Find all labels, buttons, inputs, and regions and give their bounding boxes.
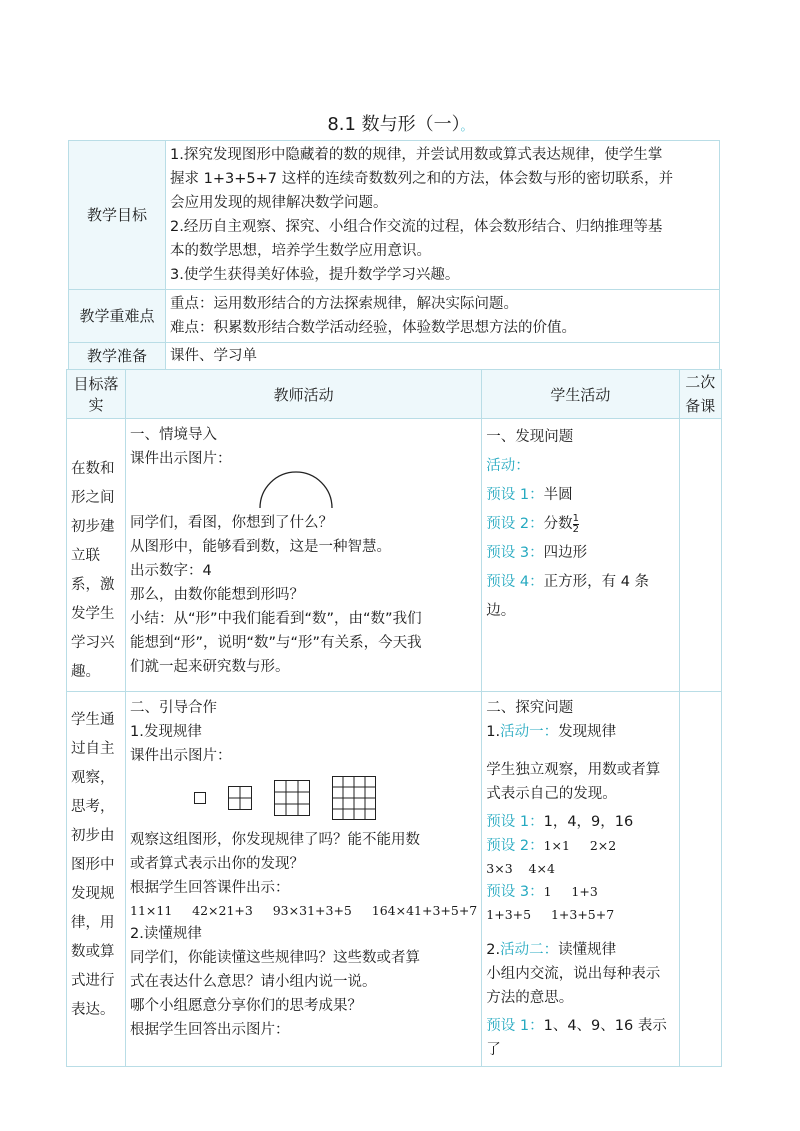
header-goal: 目标落实 [67, 370, 126, 419]
grid-3x3-icon [274, 780, 310, 816]
row2-goal [67, 692, 126, 1067]
goal-line: 思考， [71, 799, 115, 815]
row2-secondary-prep [679, 692, 721, 1067]
activity-table [66, 369, 722, 1067]
teacher-line: 式在表达什么意思？请小组内说一说。 [130, 974, 377, 990]
prep-row [69, 343, 720, 370]
activity-header-row [67, 370, 722, 419]
prep-label: 教学准备 [69, 343, 166, 370]
goal-line: 立联 [71, 548, 100, 564]
title-text: 8.1 数与形（一） [327, 114, 461, 135]
preset-label: 预设 1： [486, 814, 544, 830]
keypoint-line: 重点：运用数形结合的方法探索规律，解决实际问题。 [170, 296, 518, 312]
goal-line: 律，用 [71, 915, 115, 931]
teacher-line: 那么，由数你能想到形吗？ [130, 587, 304, 603]
teacher-line: 根据学生回答出示图片： [130, 1022, 290, 1038]
preset-text: 四边形 [543, 545, 588, 561]
activity-label: 活动二： [500, 942, 559, 958]
student-heading: 一、发现问题 [486, 429, 574, 445]
activity-prefix: 1. [486, 724, 501, 740]
teacher-line: 出示数字：4 [130, 563, 212, 579]
keypoints-row [69, 290, 720, 343]
preset-label: 预设 2： [486, 838, 544, 854]
grid-2x2-icon [228, 786, 252, 810]
goal-line: 式进行 [71, 973, 115, 989]
objectives-line: 2.经历自主观察、探究、小组合作交流的过程，体会数形结合、归纳推理等基 [170, 219, 663, 235]
preset-text: 1 1+3 [543, 884, 598, 899]
goal-line: 观察， [71, 770, 115, 786]
preset-line: 1+3+5 1+3+5+7 [486, 907, 615, 922]
student-activity-2 [486, 938, 674, 962]
preset-row2-3 [486, 880, 674, 904]
preset-label: 预设 2： [486, 516, 544, 532]
teacher-line: 1.发现规律 [130, 724, 202, 740]
grid-4x4-icon [332, 776, 376, 820]
teacher-line: 同学们，看图，你想到了什么？ [130, 515, 333, 531]
spacer [486, 744, 674, 758]
objectives-line: 握求 1+3+5+7 这样的连续奇数数列之和的方法，体会数与形的密切联系，并 [170, 171, 674, 187]
title-dot: 。 [460, 119, 473, 133]
objectives-line: 会应用发现的规律解决数学问题。 [170, 195, 388, 211]
goal-line: 数或算 [71, 944, 115, 960]
preset-label: 预设 3： [486, 545, 544, 561]
objectives-line: 本的数学思想，培养学生数学应用意识。 [170, 243, 431, 259]
activity-text: 发现规律 [558, 724, 617, 740]
goal-line: 图形中 [71, 857, 115, 873]
objectives-line: 3.使学生获得美好体验，提升数学学习兴趣。 [170, 267, 460, 283]
objectives-line: 1.探究发现图形中隐藏着的数的规律，并尝试用数或算式表达规律，使学生掌 [170, 147, 663, 163]
preset-text: 正方形，有 4 条边。 [486, 574, 650, 619]
goal-line: 过自主 [71, 741, 115, 757]
goal-line: 系，激 [71, 577, 115, 593]
preset-row2-last [486, 1014, 674, 1062]
fraction-numerator: 1 [572, 512, 579, 524]
row2-teacher [126, 692, 482, 1067]
prep-value: 课件、学习单 [166, 343, 720, 370]
preset-3 [486, 539, 674, 568]
header-student: 学生活动 [482, 370, 679, 419]
teacher-line: 们就一起来研究数与形。 [130, 659, 290, 675]
teacher-line: 哪个小组愿意分享你们的思考成果？ [130, 998, 362, 1014]
header-secondary-prep [679, 370, 721, 419]
activity-label: 活动一： [500, 724, 559, 740]
teacher-line: 课件出示图片： [130, 748, 232, 764]
goal-line: 初步由 [71, 828, 115, 844]
preset-text: 1×1 2×2 [543, 838, 617, 853]
teacher-line: 课件出示图片： [130, 451, 232, 467]
student-line: 小组内交流，说出每种表示 [486, 966, 661, 982]
activity-row-2 [67, 692, 722, 1067]
spacer [486, 926, 674, 938]
teacher-line: 二、引导合作 [130, 700, 217, 716]
row1-teacher [126, 419, 482, 692]
keypoints-label: 教学重难点 [69, 290, 166, 343]
preset-label: 预设 1： [486, 1018, 544, 1034]
keypoint-line: 难点：积累数形结合数学活动经验，体验数学思想方法的价值。 [170, 320, 576, 336]
objectives-row [69, 141, 720, 290]
teacher-line: 从图形中，能够看到数，这是一种智慧。 [130, 539, 391, 555]
preset-label: 预设 4： [486, 574, 544, 590]
lesson-info-table [68, 140, 720, 370]
goal-line: 趣。 [71, 664, 100, 680]
row2-student [482, 692, 679, 1067]
preset-row2-2 [486, 834, 674, 858]
preset-label: 预设 3： [486, 884, 544, 900]
goal-line: 形之间 [71, 490, 115, 506]
activity-prefix: 2. [486, 942, 501, 958]
teacher-line: 能想到“形”，说明“数”与“形”有关系，今天我 [130, 635, 422, 651]
header-secondary-line: 二次 [685, 373, 716, 391]
teacher-line: 观察这组图形，你发现规律了吗？能不能用数 [130, 832, 420, 848]
row1-goal [67, 419, 126, 692]
student-heading: 二、探究问题 [486, 700, 574, 716]
page-title [0, 110, 800, 136]
student-line: 式表示自己的发现。 [486, 786, 617, 802]
goal-line: 表达。 [71, 1002, 115, 1018]
teacher-line: 一、情境导入 [130, 427, 217, 443]
fraction-denominator: 2 [572, 523, 579, 535]
teacher-line: 同学们，你能读懂这些规律吗？这些数或者算 [130, 950, 420, 966]
keypoints-content [166, 290, 720, 343]
preset-1 [486, 481, 674, 510]
student-line: 方法的意思。 [486, 990, 574, 1006]
grid-1x1-icon [194, 792, 206, 804]
preset-row2-1 [486, 810, 674, 834]
teacher-line: 小结：从“形”中我们能看到“数”，由“数”我们 [130, 611, 422, 627]
preset-text: 分数 [543, 516, 573, 532]
goal-line: 在数和 [71, 461, 115, 477]
student-line: 学生独立观察，用数或者算 [486, 762, 661, 778]
objectives-content [166, 141, 720, 290]
row1-secondary-prep [679, 419, 721, 692]
preset-text: 1，4，9，16 [543, 814, 634, 830]
goal-line: 发学生 [71, 606, 115, 622]
student-activity-1 [486, 720, 674, 744]
header-secondary-line: 备课 [685, 397, 716, 415]
objectives-label: 教学目标 [69, 141, 166, 290]
row1-student [482, 419, 679, 692]
preset-text: 1、4、9、16 表示了 [486, 1018, 667, 1058]
fraction-one-half [573, 514, 579, 535]
preset-2 [486, 510, 674, 539]
goal-line: 学习兴 [71, 635, 115, 651]
teacher-line: 或者算式表示出你的发现？ [130, 856, 304, 872]
semicircle-figure [130, 471, 477, 511]
teacher-line: 2.读懂规律 [130, 926, 202, 942]
square-grids-figure [194, 774, 477, 820]
preset-line: 3×3 4×4 [486, 861, 555, 876]
preset-4 [486, 568, 674, 626]
goal-line: 学生通 [71, 712, 115, 728]
goal-line: 发现规 [71, 886, 115, 902]
activity-row-1 [67, 419, 722, 692]
activity-text: 读懂规律 [558, 942, 617, 958]
header-teacher: 教师活动 [126, 370, 482, 419]
preset-text: 半圆 [543, 487, 573, 503]
student-activity-label: 活动： [486, 458, 530, 474]
formula-line: 11×11 42×21+3 93×31+3+5 164×41+3+5+7 [130, 903, 478, 918]
goal-line: 初步建 [71, 519, 115, 535]
preset-label: 预设 1： [486, 487, 544, 503]
teacher-line: 根据学生回答课件出示： [130, 880, 290, 896]
semicircle-icon [258, 471, 334, 509]
